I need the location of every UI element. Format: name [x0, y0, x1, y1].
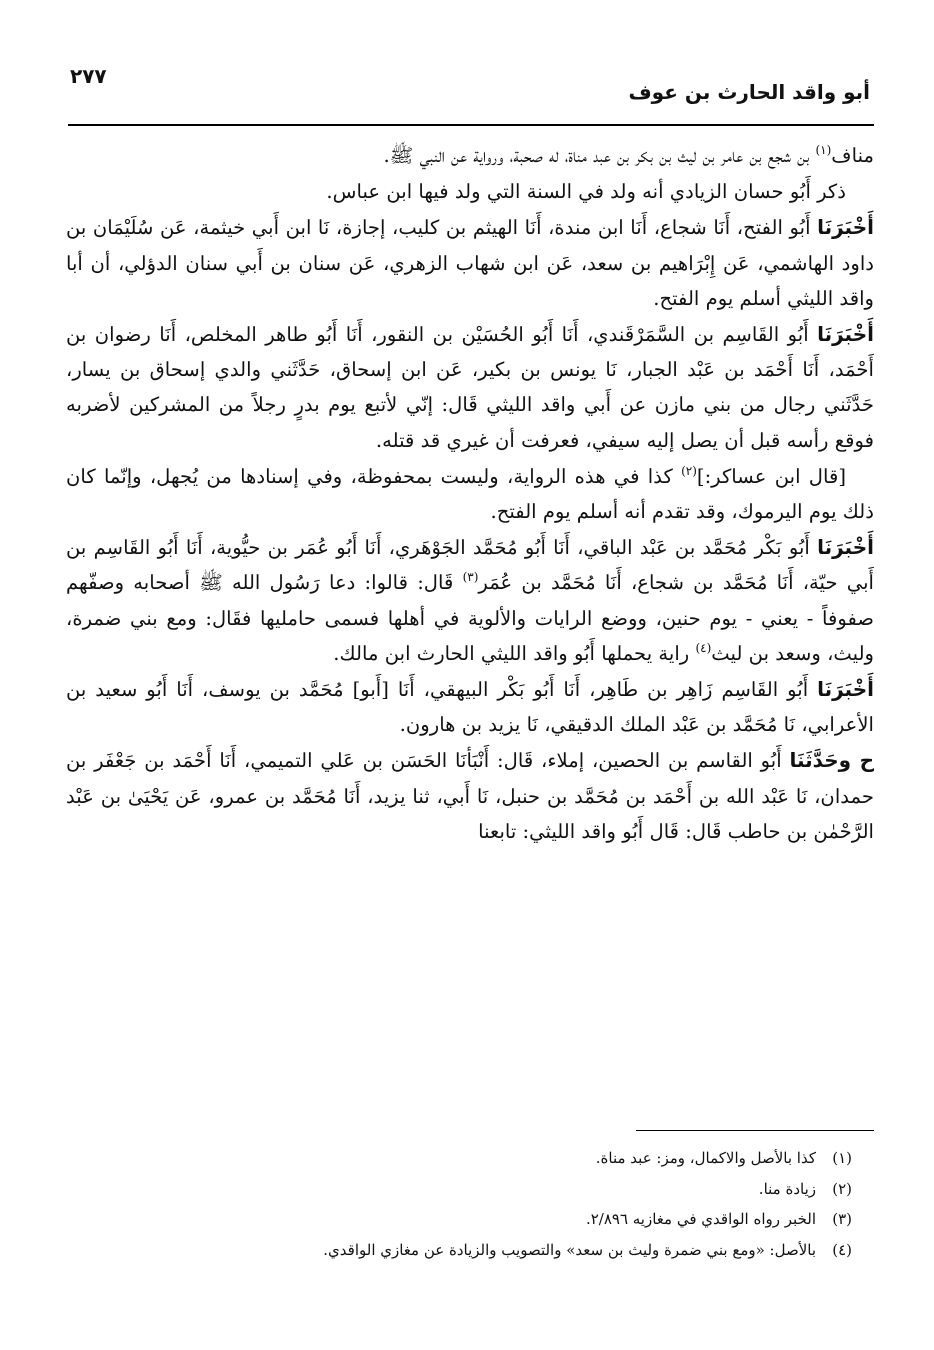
page-header — [70, 62, 870, 118]
footnote-item — [92, 1143, 852, 1174]
isnad-lead-word: أَخْبَرَنَا — [817, 677, 874, 702]
paragraph-text: ذكر أَبُو حسان الزيادي أنه ولد في السنة التي ولد فيها ابن عباس. — [326, 180, 846, 204]
paragraph-text: أَبُو القَاسِم زَاهِر بن طَاهِر، أَنَا أَبُو بَكْر البيهقي، أَنَا [أَبو] مُحَمَّد بن يوسف، أَنَا أَبُو سعيد بن الأعرابي، نَا مُحَمَّد بن عَبْد الملك الدقيقي، نَا يزيد بن هارون. — [66, 678, 874, 737]
paragraph-text: بن شجع بن عامر بن ليث بن بكر بن عبد مناة، له صحبة، ورواية عن النبي ﷺ. — [383, 144, 816, 167]
isnad-lead-word: أَخْبَرَنَا — [817, 215, 874, 240]
footnote-number: (٢) — [832, 1179, 852, 1198]
body-paragraph — [66, 743, 874, 849]
paragraph-text: قَال: قالوا: دعا رَسُول الله ﷺ أصحابه وصفّهم صفوفاً - يعني - يوم حنين، ووضع الرايات والألوية في أهلها فسمى حامليها فقَال: ومع بني ضمرة، وليث، وسعد بن ليث — [66, 571, 874, 665]
footnotes — [92, 1143, 852, 1265]
paragraph-text: [قال ابن عساكر:] — [696, 464, 846, 488]
body-paragraph — [66, 317, 874, 458]
body-paragraph — [66, 459, 874, 529]
footnote-marker: (٢) — [681, 463, 697, 478]
header-rule — [68, 124, 874, 126]
body-paragraph — [66, 210, 874, 316]
body-text — [66, 138, 874, 849]
paragraph-text: كذا في هذه الرواية، وليست بمحفوظة، وفي إسنادها من يُجهل، وإنّما كان ذلك يوم اليرموك، وقد تقدم أنه أسلم يوم الفتح. — [66, 464, 874, 524]
footnote-number: (٤) — [832, 1240, 852, 1259]
body-paragraph — [66, 672, 874, 742]
footnote-text: كذا بالأصل والاكمال، ومز: عبد مناة. — [595, 1149, 816, 1167]
body-paragraph — [66, 138, 874, 173]
running-title: أبو واقد الحارث بن عوف — [628, 80, 870, 104]
footnote-item — [92, 1204, 852, 1235]
paragraph-text: أَبُو القاسم بن الحصين، إملاء، قَال: أَنْبَأنَا الحَسَن بن عَلي التميمي، أَنَا أَحْمَد بن جَعْفَر بن حمدان، نَا عَبْد الله بن أَحْمَد بن مُحَمَّد بن حنبل، نَا أَبي، ثنا يزيد، أَنَا مُحَمَّد بن عمرو، عَن يَحْيَىٰ بن عَبْد الرَّحْمٰن بن حاطب قَال: قَال أَبُو واقد الليثي: تابعنا — [66, 749, 874, 843]
footnote-marker: (٤) — [695, 640, 712, 655]
isnad-lead-word: ح وحَدَّثَنَا — [789, 748, 874, 773]
isnad-lead-word: أَخْبَرَنَا — [817, 535, 874, 560]
paragraph-text: أَبُو الفتح، أَنَا شجاع، أَنَا ابن مندة، أَنَا الهيثم بن كليب، إجازة، نَا ابن أَبي خيثمة، عَن سُلَيْمَان بن داود الهاشمي، عَن إِبْرَاهيم بن سعد، عَن ابن شهاب الزهري، عَن سنان بن أَبي سنان الدؤلي، أن أبا واقد الليثي أسلم يوم الفتح. — [66, 216, 874, 310]
body-paragraph — [66, 530, 874, 671]
isnad-lead-word: أَخْبَرَنَا — [817, 322, 874, 347]
footnote-text: زيادة منا. — [758, 1179, 816, 1198]
paragraph-text: راية يحملها أَبُو واقد الليثي الحارث ابن مالك. — [333, 641, 696, 665]
page-number: ٢٧٧ — [70, 64, 107, 88]
footnote-marker: (١) — [815, 143, 832, 157]
footnote-number: (٣) — [832, 1210, 852, 1228]
footnote-number: (١) — [832, 1149, 852, 1167]
body-paragraph — [66, 174, 874, 209]
footnote-item — [92, 1174, 852, 1205]
footnote-marker: (٣) — [462, 570, 479, 585]
paragraph-text: أَبُو القَاسِم بن السَّمَرْقَندي، أَنَا أَبُو الحُسَيْن بن النقور، أَنَا أَبُو طاهر المخلص، أَنَا رضوان بن أَحْمَد، أَنَا أَحْمَد بن عَبْد الجبار، نَا يونس بن بكير، عَن ابن إسحاق، حَدَّثَني والدي إسحاق بن يسار، حَدَّثَني رجال من بني مازن عن أَبي واقد الليثي قَال: إنّي لأتبع يوم بدرٍ رجلاً من المشركين لأضربه فوقع رأسه قبل أن يصل إليه سيفي، فعرفت أن غيري قد قتله. — [66, 323, 874, 452]
footnote-text: الخبر رواه الواقدي في مغازيه ٢/٨٩٦. — [585, 1210, 816, 1228]
footnote-text: بالأصل: «ومع بني ضمرة وليث بن سعد» والتصويب والزيادة عن مغازي الواقدي. — [323, 1240, 816, 1259]
footnote-item — [92, 1235, 852, 1266]
paragraph-text: مناف — [831, 144, 874, 167]
paragraph-text: أَبُو بَكْر مُحَمَّد بن عَبْد الباقي، أَنَا أَبُو مُحَمَّد الجَوْهَري، أَنَا أَبُو عُمَر بن حيُّوية، أَنَا أَبُو القَاسِم بن أَبي حيّة، أَنَا مُحَمَّد بن شجاع، أَنَا مُحَمَّد بن عُمَر — [66, 536, 874, 595]
footnote-rule — [636, 1130, 874, 1131]
